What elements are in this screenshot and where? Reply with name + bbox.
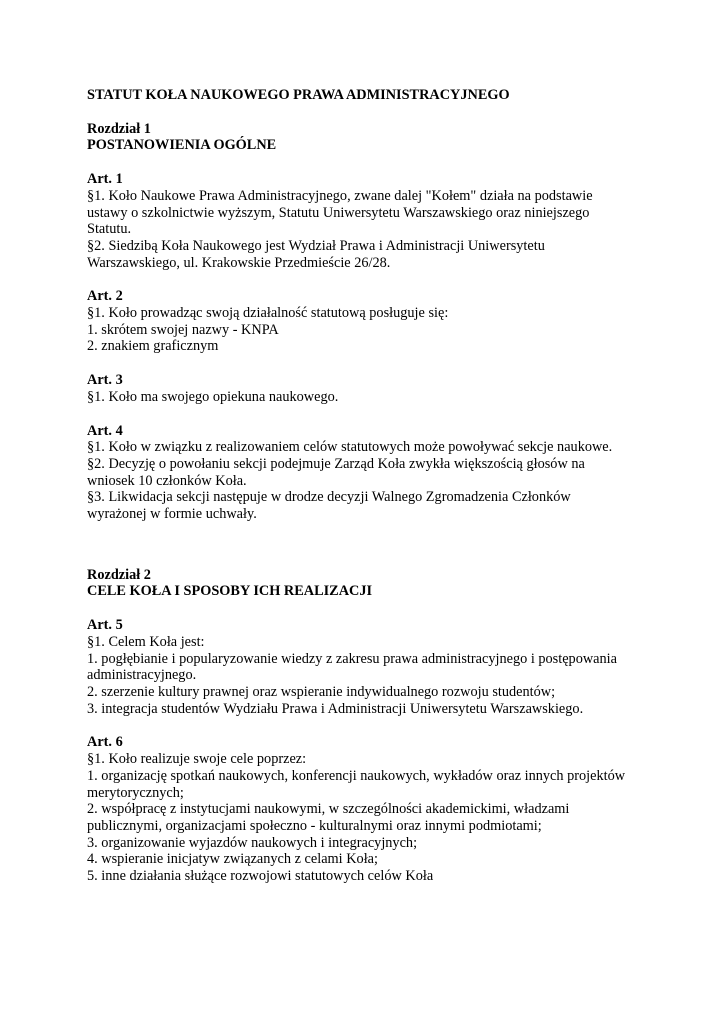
- article-title: Art. 2: [87, 288, 123, 305]
- article-line: 2. szerzenie kultury prawnej oraz wspieranie indywidualnego rozwoju studentów;: [87, 683, 556, 700]
- article-line: §1. Koło ma swojego opiekuna naukowego.: [87, 388, 339, 405]
- article-line: §1. Celem Koła jest:: [87, 633, 205, 650]
- article-line: merytorycznych;: [87, 784, 184, 801]
- article-line: ustawy o szkolnictwie wyższym, Statutu Uniwersytetu Warszawskiego oraz niniejszego: [87, 204, 590, 221]
- chapter-label: Rozdział 1: [87, 120, 151, 137]
- article-title: Art. 5: [87, 617, 123, 634]
- article-line: wyrażonej w formie uchwały.: [87, 506, 257, 523]
- article-line: 1. skrótem swojej nazwy - KNPA: [87, 321, 279, 338]
- article-line: §1. Koło prowadząc swoją działalność statutową posługuje się:: [87, 305, 449, 322]
- article-line: 4. wspieranie inicjatyw związanych z celami Koła;: [87, 851, 378, 868]
- article-line: 3. integracja studentów Wydziału Prawa i Administracji Uniwersytetu Warszawskiego.: [87, 700, 584, 717]
- article-3: [87, 372, 687, 405]
- article-4: [87, 423, 687, 523]
- article-title: Art. 4: [87, 422, 123, 439]
- article-line: §3. Likwidacja sekcji następuje w drodze decyzji Walnego Zgromadzenia Członków: [87, 489, 571, 506]
- chapter-1: [87, 121, 687, 154]
- article-line: Statutu.: [87, 221, 132, 238]
- article-line: §1. Koło Naukowe Prawa Administracyjnego, zwane dalej "Kołem" działa na podstawie: [87, 187, 593, 204]
- article-title: Art. 3: [87, 372, 123, 389]
- article-line: 2. współpracę z instytucjami naukowymi, w szczególności akademickimi, władzami: [87, 801, 570, 818]
- article-line: Warszawskiego, ul. Krakowskie Przedmieście 26/28.: [87, 254, 391, 271]
- article-line: administracyjnego.: [87, 667, 197, 684]
- article-5: [87, 617, 687, 717]
- chapter-label: Rozdział 2: [87, 566, 151, 583]
- article-line: 2. znakiem graficznym: [87, 338, 219, 355]
- article-line: publicznymi, organizacjami społeczno - kulturalnymi oraz innymi podmiotami;: [87, 817, 542, 834]
- chapter-heading: POSTANOWIENIA OGÓLNE: [87, 137, 277, 154]
- article-line: 1. organizację spotkań naukowych, konferencji naukowych, wykładów oraz innych projektów: [87, 767, 626, 784]
- article-line: §1. Koło realizuje swoje cele poprzez:: [87, 751, 307, 768]
- document-title: STATUT KOŁA NAUKOWEGO PRAWA ADMINISTRACYJNEGO: [87, 87, 510, 103]
- article-line: §2. Decyzję o powołaniu sekcji podejmuje Zarząd Koła zwykła większością głosów na: [87, 455, 585, 472]
- article-line: §1. Koło w związku z realizowaniem celów statutowych może powoływać sekcje naukowe.: [87, 439, 613, 456]
- article-1: [87, 171, 687, 271]
- chapter-heading: CELE KOŁA I SPOSOBY ICH REALIZACJI: [87, 583, 373, 600]
- article-line: 3. organizowanie wyjazdów naukowych i integracyjnych;: [87, 834, 418, 851]
- article-title: Art. 1: [87, 171, 123, 188]
- article-line: §2. Siedzibą Koła Naukowego jest Wydział Prawa i Administracji Uniwersytetu: [87, 237, 545, 254]
- article-6: [87, 734, 687, 884]
- article-line: 1. pogłębianie i popularyzowanie wiedzy z zakresu prawa administracyjnego i postępowania: [87, 650, 617, 667]
- article-line: 5. inne działania służące rozwojowi statutowych celów Koła: [87, 868, 434, 885]
- article-title: Art. 6: [87, 734, 123, 751]
- article-2: [87, 288, 687, 355]
- chapter-2: [87, 567, 687, 600]
- article-line: wniosek 10 członków Koła.: [87, 472, 247, 489]
- document-page: [87, 87, 687, 885]
